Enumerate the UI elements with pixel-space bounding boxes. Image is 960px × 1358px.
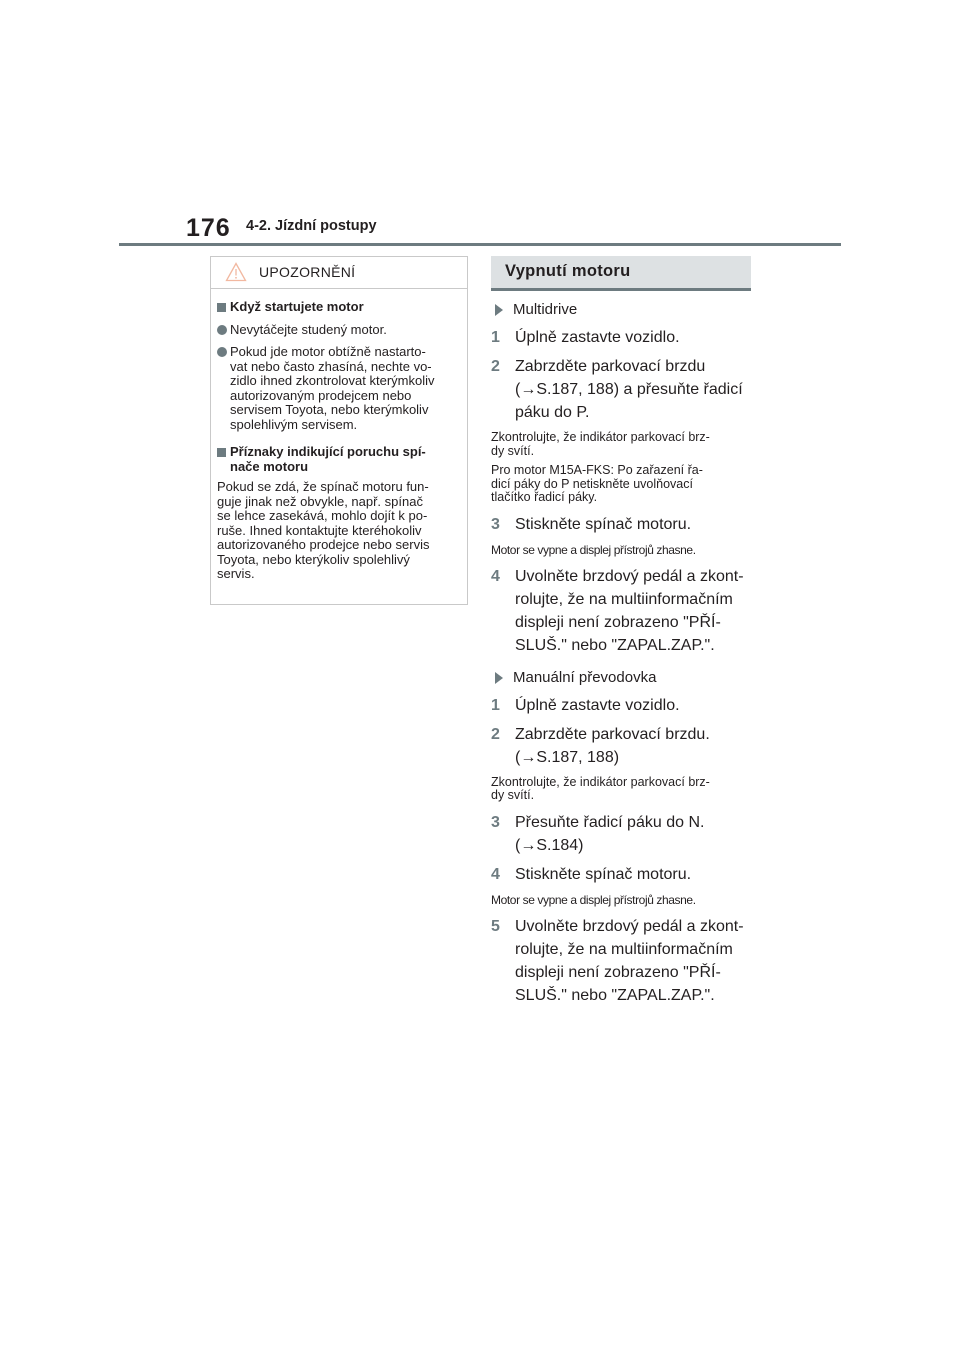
step-text: Stiskněte spínač motoru. [515,515,692,533]
line: autorizovaného prodejce nebo servis [217,537,430,552]
warning-box [210,256,468,605]
line: guje jinak než obvykle, např. spínač [217,493,423,509]
warning-paragraph [217,480,461,582]
round-bullet-icon [217,347,227,357]
square-bullet-icon [217,303,226,312]
line: páku do P. [515,404,590,421]
round-bullet-icon [217,325,227,335]
line: Zabrzděte parkovací brzdu [515,358,706,375]
line: Uvolněte brzdový pedál a zkont- [515,567,744,585]
line: displeji není zobrazeno "PŘÍ- [515,963,721,981]
step-number: 1 [491,696,500,714]
line: dy svítí. [491,443,535,458]
step-number: 4 [491,865,500,883]
bullet-text [230,345,434,432]
step-number: 2 [491,725,500,743]
multidrive-note-3: Motor se vypne a displej přístrojů zhasne. [491,542,696,557]
line: Zkontrolujte, že indikátor parkovací brz- [491,430,710,444]
line: SLUŠ." nebo "ZAPAL.ZAP.". [515,986,715,1004]
line: Zkontrolujte, že indikátor parkovací brz- [491,774,710,789]
multidrive-step-4 [491,565,751,657]
line: (→S.187, 188) [515,748,620,766]
line: servis. [217,566,255,581]
line: (→S.187, 188) a přesuňte řadicí [515,381,743,398]
step-text: Úplně zastavte vozidlo. [515,329,680,346]
step-text: Úplně zastavte vozidlo. [515,696,680,714]
line: displeji není zobrazeno "PŘÍ- [515,613,721,631]
manual-note-2: Motor se vypne a displej přístrojů zhasne. [491,892,696,907]
line: Toyota, nebo kterýkoliv spolehlivý [217,551,410,567]
multidrive-note-1 [491,431,751,458]
heading-text: Když startujete motor [230,299,364,314]
line: Uvolněte brzdový pedál a zkont- [515,917,744,935]
step-text [515,565,744,657]
header-rule [119,243,841,246]
line: servisem Toyota, nebo kterýmkoliv [230,402,429,417]
warning-body [211,289,467,582]
warning-title: UPOZORNĚNÍ [259,264,356,280]
step-number: 3 [491,813,500,831]
line: Pokud se zdá, že spínač motoru fun- [217,479,429,494]
step-text [515,915,744,1007]
line: zidlo ihned zkontrolovat kterýmkoliv [230,373,435,388]
manual-step-4 [491,863,751,886]
engine-off-section [491,256,751,1007]
triangle-bullet-icon [495,304,503,316]
line: dicí páky do P netiskněte uvolňovací [491,476,693,491]
line: rolujte, že na multiinformačním [515,940,733,958]
step-number: 4 [491,567,500,585]
step-text: Stiskněte spínač motoru. [515,865,692,883]
mode-label: Multidrive [513,301,578,318]
manual-step-1 [491,694,751,717]
engine-off-title: Vypnutí motoru [491,256,751,291]
line: se lehce zasekává, mohlo dojít k po- [217,508,428,523]
manual-step-3 [491,811,751,857]
line: vat nebo často zhasíná, nechte vo- [230,358,432,374]
line: (→S.184) [515,836,584,854]
line: rolujte, že na multiinformačním [515,590,733,608]
step-number: 5 [491,917,500,935]
line: tlačítko řadicí páky. [491,490,598,504]
warning-bullet-hard-start [217,345,461,432]
manual-step-5 [491,915,751,1007]
warning-bullet-cold-engine [217,323,461,338]
line: spolehlivým servisem. [230,416,358,432]
warning-heading-start [217,300,461,315]
line: nače motoru [230,458,309,474]
step-text [515,811,704,857]
mode-label: Manuální převodovka [513,668,657,686]
manual-note-1 [491,776,751,803]
section-title: 4-2. Jízdní postupy [246,218,377,234]
step-number: 1 [491,329,500,346]
mode-manual [491,668,751,688]
step-text [515,355,743,424]
line: Pro motor M15A-FKS: Po zařazení řa- [491,463,703,477]
line: autorizovaným prodejcem nebo [230,387,412,403]
triangle-bullet-icon [495,672,503,684]
bullet-text: Nevytáčejte studený motor. [230,321,387,337]
multidrive-step-1 [491,326,751,349]
square-bullet-icon [217,448,226,457]
heading-text [230,445,426,474]
warning-heading-malfunction [217,445,461,474]
multidrive-step-2 [491,355,751,424]
mode-multidrive [491,300,751,320]
step-text [515,723,710,769]
line: Zabrzděte parkovací brzdu. [515,725,710,743]
line: dy svítí. [491,788,535,802]
line: ruše. Ihned kontaktujte kteréhokoliv [217,522,422,538]
warning-header [211,257,467,289]
step-number: 2 [491,358,500,375]
line: Přesuňte řadicí páku do N. [515,813,705,831]
multidrive-step-3 [491,513,751,536]
manual-step-2 [491,723,751,769]
multidrive-note-2 [491,464,751,505]
line: Příznaky indikující poruchu spí- [230,444,426,459]
step-number: 3 [491,515,500,533]
line: SLUŠ." nebo "ZAPAL.ZAP.". [515,636,715,654]
warning-triangle-icon [225,262,247,282]
page-number: 176 [186,214,231,242]
line: Pokud jde motor obtížně nastarto- [230,344,426,359]
